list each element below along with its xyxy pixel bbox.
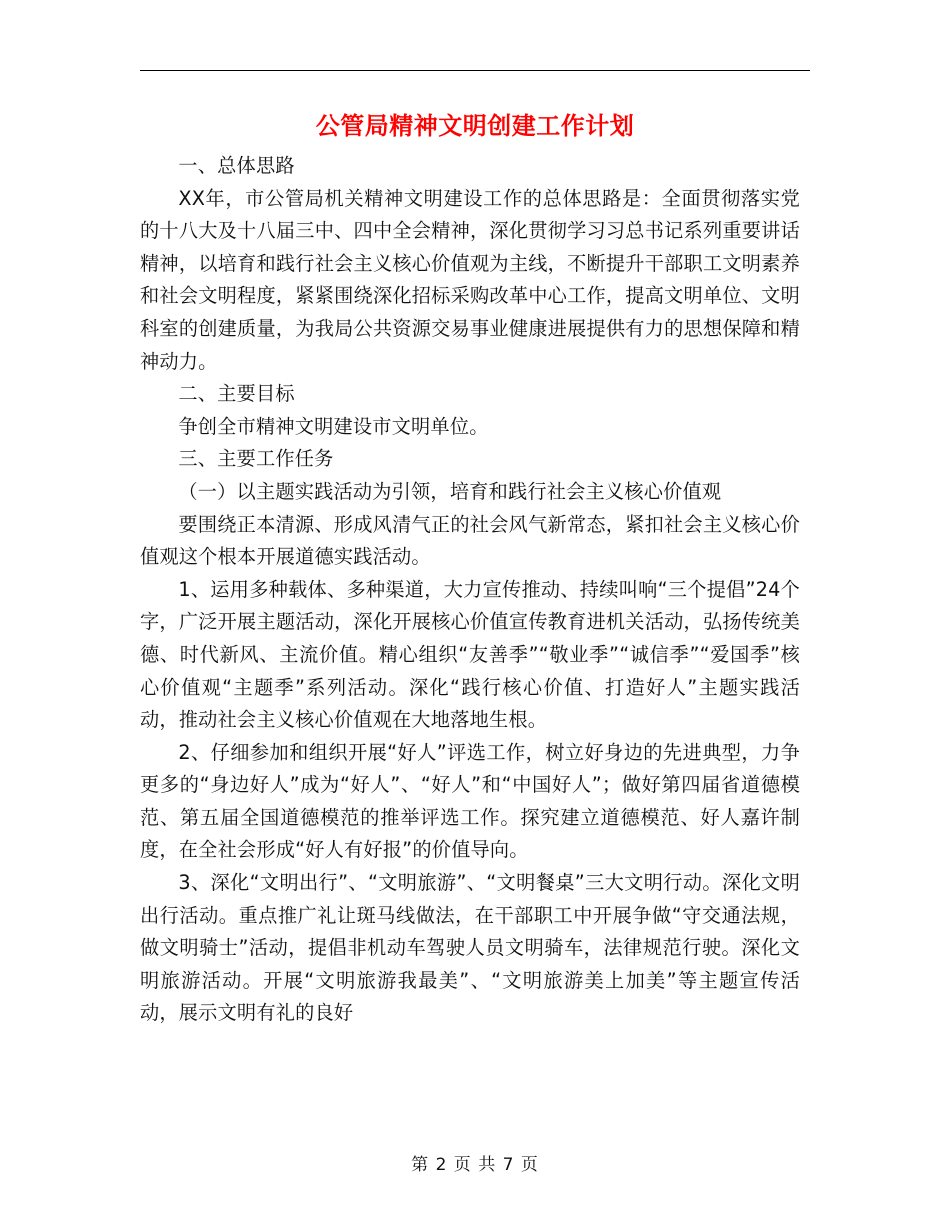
document-body (140, 150, 800, 1030)
paragraph: 要围绕正本清源、形成风清气正的社会风气新常态，紧扣社会主义核心价值观这个根本开展道德实践活动。 (140, 512, 800, 569)
section-heading-2: 二、主要目标 (178, 382, 295, 406)
header-rule (140, 70, 810, 71)
list-item: 3、深化“文明出行”、“文明旅游”、“文明餐桌”三大文明行动。深化文明出行活动。重点推广礼让斑马线做法，在干部职工中开展争做“守交通法规，做文明骑士”活动，提倡非机动车驾驶人员文明骑车，法律规范行驶。深化文明旅游活动。开展“文明旅游我最美”、“文明旅游美上加美”等主题宣传活动，展示文明有礼的良好 (140, 871, 800, 1025)
list-item: 2、仔细参加和组织开展“好人”评选工作，树立好身边的先进典型，力争更多的“身边好人”成为“好人”、“好人”和“中国好人”；做好第四届省道德模范、第五届全国道德模范的推举评选工作。探究建立道德模范、好人嘉许制度，在全社会形成“好人有好报”的价值导向。 (140, 740, 800, 862)
paragraph: 争创全市精神文明建设市文明单位。 (178, 414, 489, 438)
paragraph: XX年，市公管局机关精神文明建设工作的总体思路是：全面贯彻落实党的十八大及十八届三中、四中全会精神，深化贯彻学习习总书记系列重要讲话精神，以培育和践行社会主义核心价值观为主线，不断提升干部职工文明素养和社会文明程度，紧紧围绕深化招标采购改革中心工作，提高文明单位、文明科室的创建质量，为我局公共资源交易事业健康进展提供有力的思想保障和精神动力。 (140, 186, 800, 373)
page-number: 第 2 页 共 7 页 (411, 1155, 539, 1175)
list-item: 1、运用多种载体、多种渠道，大力宣传推动、持续叫响“三个提倡”24个字，广泛开展主题活动，深化开展核心价值宣传教育进机关活动，弘扬传统美德、时代新风、主流价值。精心组织“友善季”“敬业季”“诚信季”“爱国季”核心价值观“主题季”系列活动。深化“践行核心价值、打造好人”主题实践活动，推动社会主义核心价值观在大地落地生根。 (140, 577, 800, 732)
section-heading-1: 一、总体思路 (178, 154, 295, 177)
document-title: 公管局精神文明创建工作计划 (315, 112, 635, 140)
section-heading-3: 三、主要工作任务 (178, 447, 334, 471)
subsection-heading: （一）以主题实践活动为引领，培育和践行社会主义核心价值观 (178, 479, 722, 503)
